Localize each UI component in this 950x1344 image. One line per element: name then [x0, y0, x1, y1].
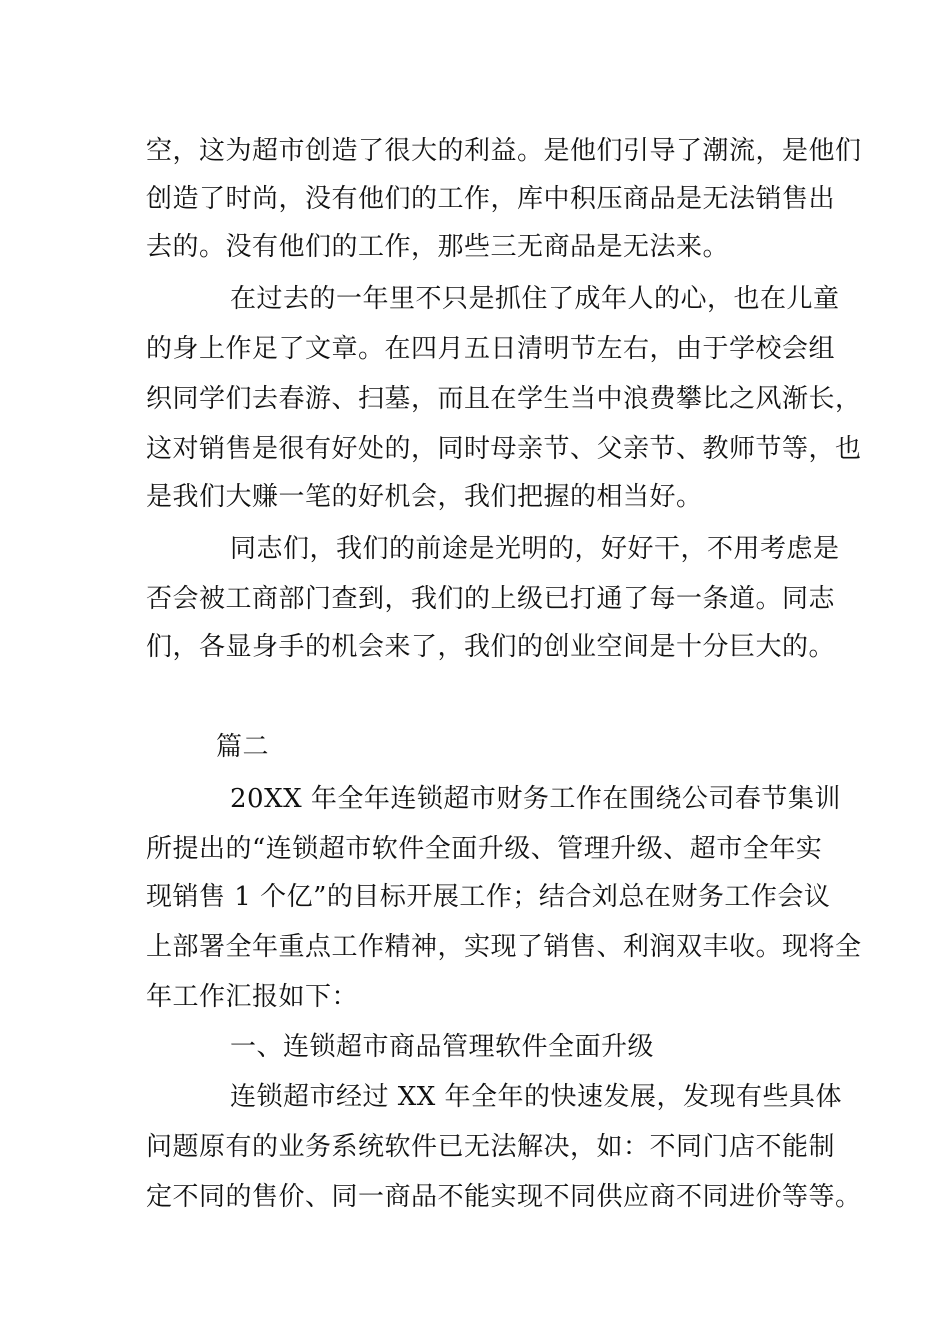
- text-line: 空，这为超市创造了很大的利益。是他们引导了潮流，是他们: [146, 136, 862, 166]
- text-line: 同志们，我们的前途是光明的，好好干，不用考虑是: [230, 534, 840, 564]
- text-line: 年工作汇报如下：: [146, 982, 359, 1012]
- text-line: 们，各显身手的机会来了，我们的创业空间是十分巨大的。: [146, 632, 836, 662]
- text-line: 在过去的一年里不只是抓住了成年人的心，也在儿童: [230, 284, 840, 314]
- text-line: 去的。没有他们的工作，那些三无商品是无法来。: [146, 232, 730, 262]
- text-line: 连锁超市经过 XX 年全年的快速发展，发现有些具体: [230, 1082, 843, 1112]
- text-line: 上部署全年重点工作精神，实现了销售、利润双丰收。现将全: [146, 932, 862, 962]
- text-line: 的身上作足了文章。在四月五日清明节左右，由于学校会组: [146, 334, 836, 364]
- subsection-heading: 一、连锁超市商品管理软件全面升级: [230, 1032, 655, 1062]
- section-heading: 篇二: [216, 732, 270, 762]
- text-line: 所提出的“连锁超市软件全面升级、管理升级、超市全年实: [146, 834, 823, 864]
- text-line: 定不同的售价、同一商品不能实现不同供应商不同进价等等。: [146, 1182, 862, 1212]
- text-line: 是我们大赚一笔的好机会，我们把握的相当好。: [146, 482, 703, 512]
- text-line: 创造了时尚，没有他们的工作，库中积压商品是无法销售出: [146, 184, 836, 214]
- text-line: 现销售 1 个亿”的目标开展工作；结合刘总在财务工作会议: [146, 882, 831, 912]
- text-line: 否会被工商部门查到，我们的上级已打通了每一条道。同志: [146, 584, 836, 614]
- text-line: 织同学们去春游、扫墓，而且在学生当中浪费攀比之风渐长，: [146, 384, 862, 414]
- text-line: 20XX 年全年连锁超市财务工作在围绕公司春节集训: [230, 784, 841, 814]
- text-line: 这对销售是很有好处的，同时母亲节、父亲节、教师节等，也: [146, 434, 862, 464]
- text-line: 问题原有的业务系统软件已无法解决，如：不同门店不能制: [146, 1132, 836, 1162]
